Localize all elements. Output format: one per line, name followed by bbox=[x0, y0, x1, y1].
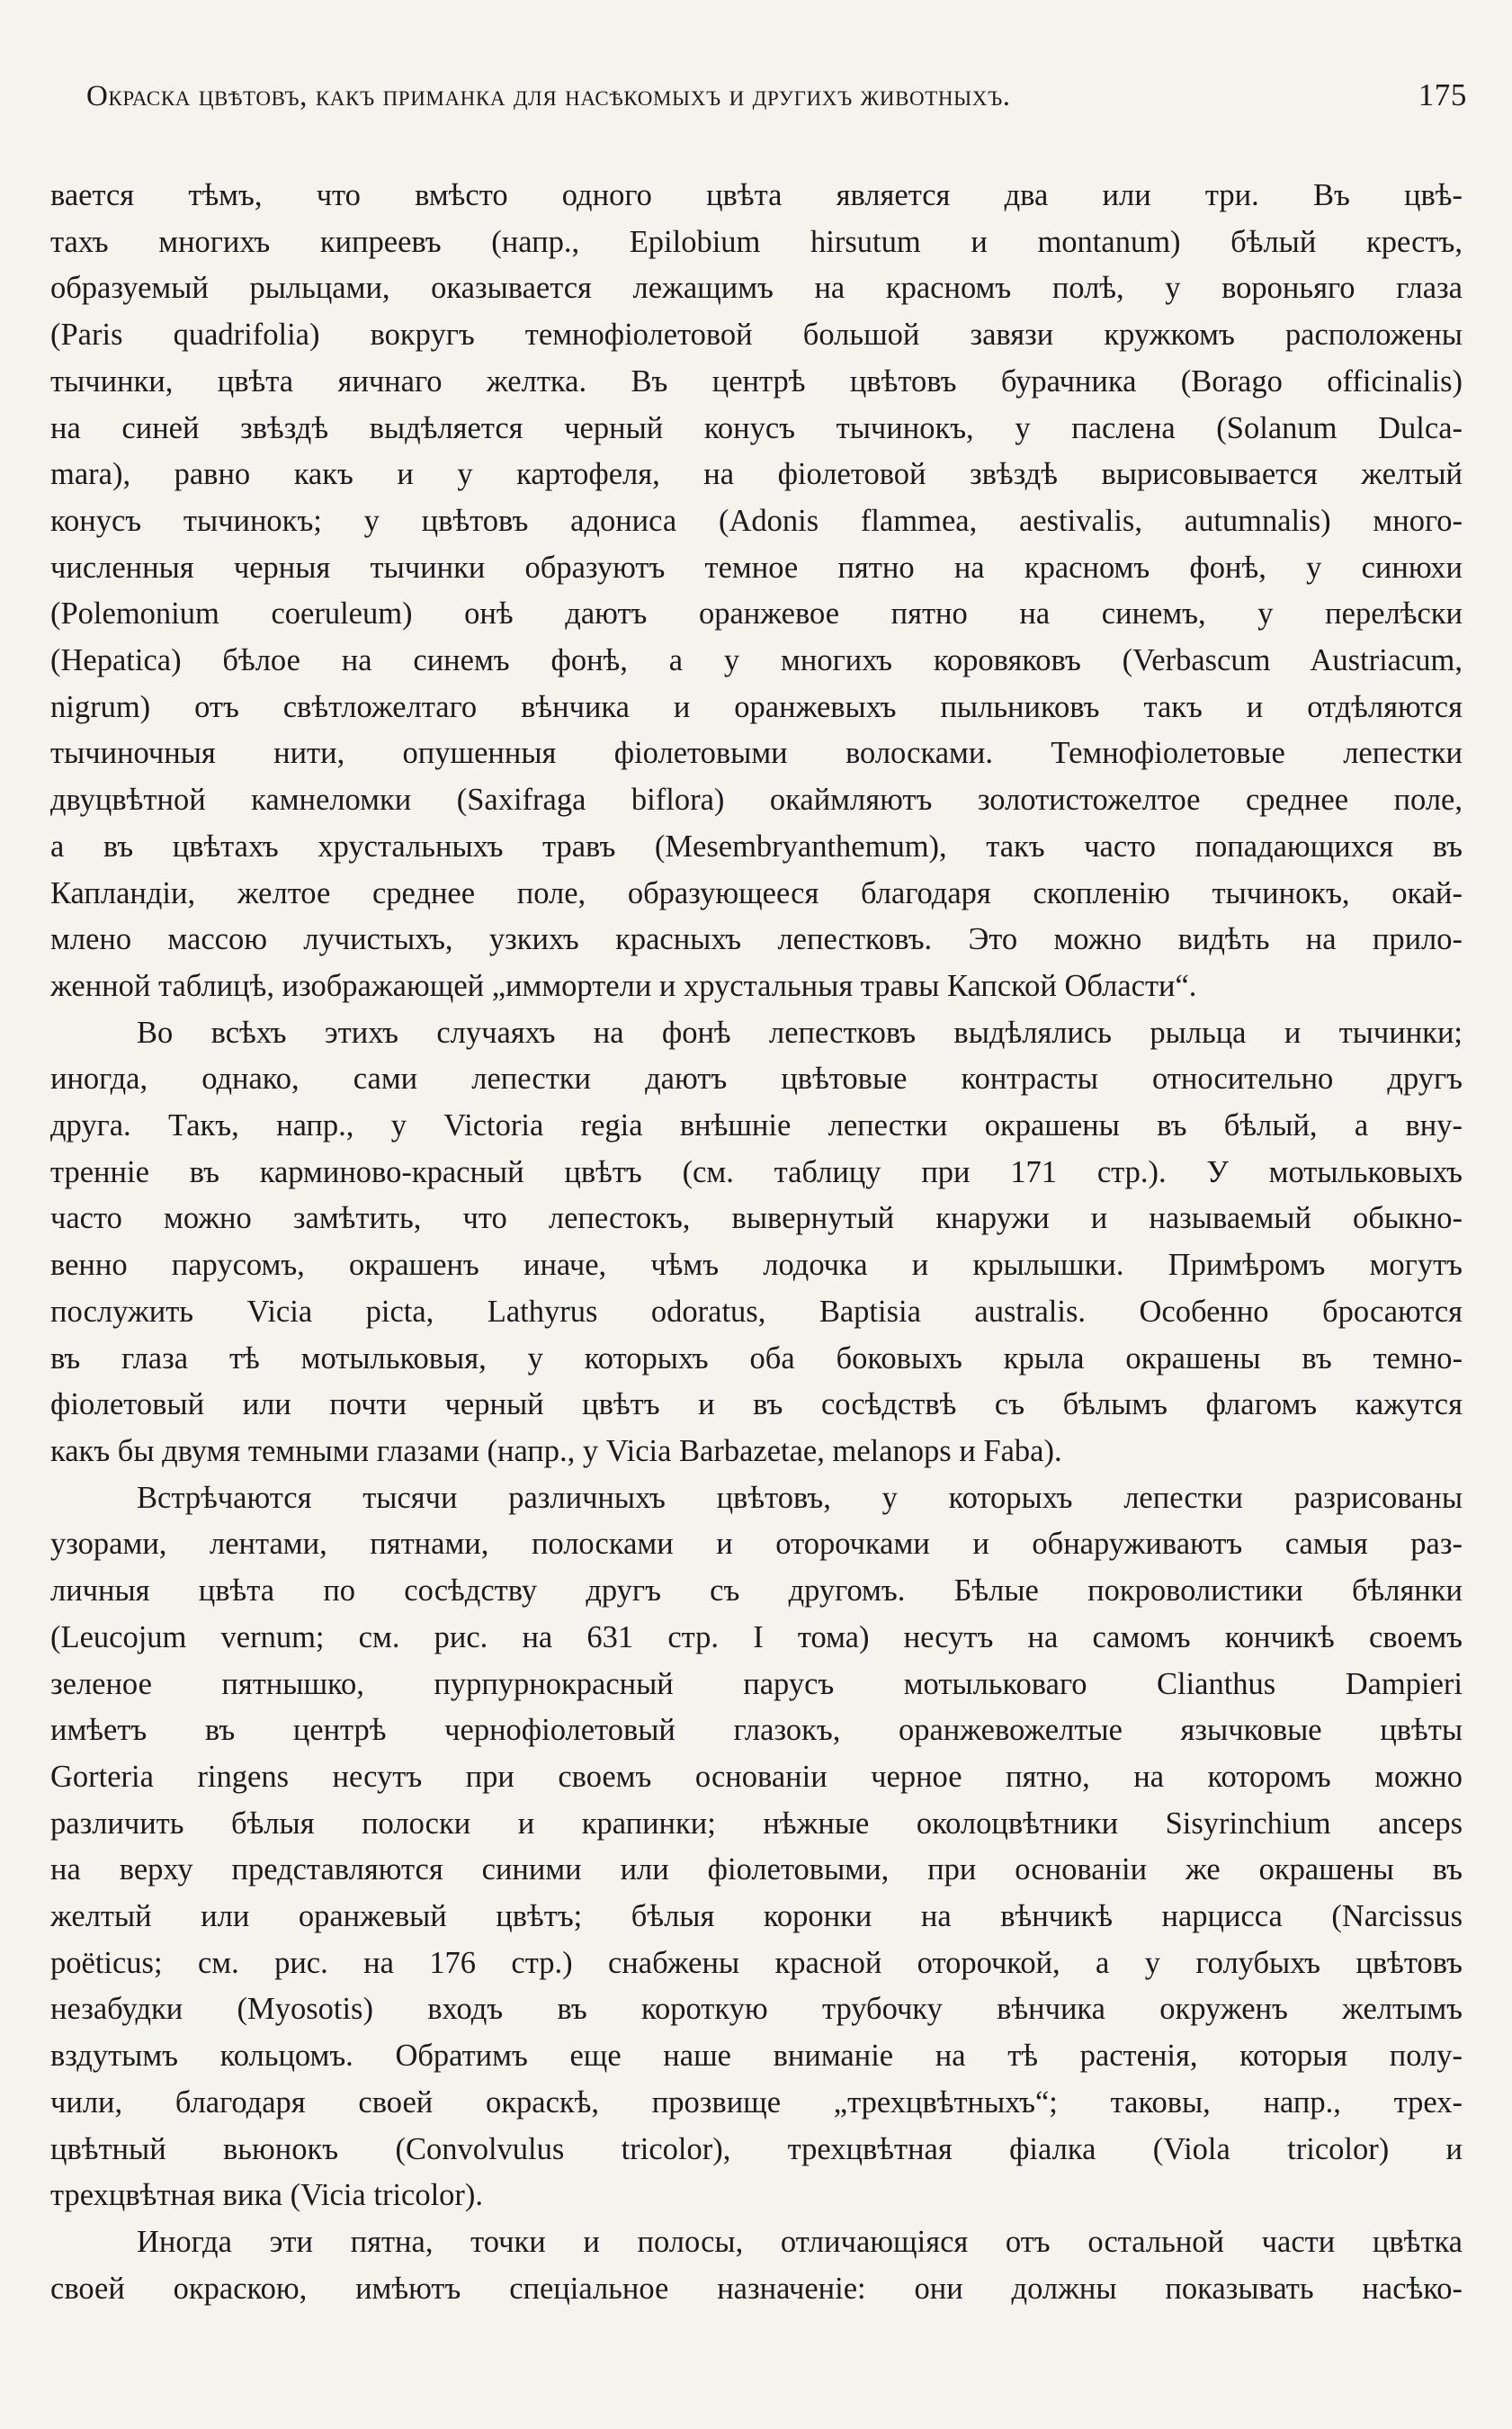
text-line: вается тѣмъ, что вмѣсто одного цвѣта является два или три. Въ цвѣ- bbox=[50, 178, 1463, 212]
text-line: на верху представляются синими или фіолетовыми, при основаніи же окрашены въ bbox=[50, 1852, 1463, 1887]
text-line: Встрѣчаются тысячи различныхъ цвѣтовъ, у которыхъ лепестки разрисованы bbox=[137, 1480, 1463, 1515]
text-line: двуцвѣтной камнеломки (Saxifraga biflora) окаймляютъ золотистожелтое среднее поле, bbox=[50, 783, 1463, 818]
text-line: своей окраскою, имѣютъ спеціальное назначеніе: они должны показывать насѣко- bbox=[50, 2271, 1463, 2306]
paragraph bbox=[50, 2219, 1463, 2312]
paragraph bbox=[50, 173, 1463, 1010]
text-line: (Leucojum vernum; см. рис. на 631 стр. I тома) несутъ на самомъ кончикѣ своемъ bbox=[50, 1619, 1463, 1654]
text-line: чили, благодаря своей окраскѣ, прозвище „трехцвѣтныхъ“; таковы, напр., трех- bbox=[50, 2084, 1463, 2120]
text-line: цвѣтный вьюнокъ (Convolvulus tricolor), трехцвѣтная фіалка (Viola tricolor) и bbox=[50, 2131, 1463, 2166]
body-text bbox=[50, 173, 1463, 2312]
text-line: зеленое пятнышко, пурпурнокрасный парусъ мотыльковаго Clianthus Dampieri bbox=[50, 1666, 1463, 1701]
text-line: mara), равно какъ и у картофеля, на фіолетовой звѣздѣ вырисовывается желтый bbox=[50, 457, 1463, 492]
text-line: Иногда эти пятна, точки и полосы, отличающіяся отъ остальной части цвѣтка bbox=[137, 2224, 1463, 2259]
text-line: poëticus; см. рис. на 176 стр.) снабжены красной оторочкой, а у голубыхъ цвѣтовъ bbox=[50, 1945, 1463, 1980]
text-line: тахъ многихъ кипреевъ (напр., Epilobium hirsutum и montanum) бѣлый крестъ, bbox=[50, 224, 1463, 259]
text-line: (Hepatica) бѣлое на синемъ фонѣ, а у многихъ коровяковъ (Verbascum Austriacum, bbox=[50, 643, 1463, 678]
text-line: вздутымъ кольцомъ. Обратимъ еще наше вниманіе на тѣ растенія, которыя полу- bbox=[50, 2039, 1463, 2074]
text-line: nigrum) отъ свѣтложелтаго вѣнчика и оранжевыхъ пыльниковъ такъ и отдѣляются bbox=[50, 689, 1463, 724]
page-number: 175 bbox=[1418, 77, 1467, 112]
text-line: друга. Такъ, напр., у Victoria regia внѣшніе лепестки окрашены въ бѣлый, а вну- bbox=[50, 1108, 1463, 1143]
text-line: (Paris quadrifolia) вокругъ темнофіолетовой большой завязи кружкомъ расположены bbox=[50, 318, 1463, 353]
text-line: образуемый рыльцами, оказывается лежащимъ на красномъ полѣ, у вороньяго глаза bbox=[50, 271, 1463, 306]
text-line: какъ бы двумя темными глазами (напр., у Vicia Barbazetae, melanops и Faba). bbox=[50, 1433, 1062, 1468]
text-line: часто можно замѣтить, что лепестокъ, вывернутый кнаружи и называемый обыкно- bbox=[50, 1201, 1463, 1236]
text-line: конусъ тычинокъ; у цвѣтовъ адониса (Adonis flammea, aestivalis, autumnalis) много- bbox=[50, 503, 1463, 538]
paragraph bbox=[50, 1475, 1463, 2219]
text-line: женной таблицѣ, изображающей „иммортели и хрустальныя травы Капской Области“. bbox=[50, 968, 1197, 1003]
text-line: тычинки, цвѣта яичнаго желтка. Въ центрѣ цвѣтовъ бурачника (Borago officinalis) bbox=[50, 363, 1463, 399]
text-line: послужить Vicia picta, Lathyrus odoratus, Baptisia australis. Особенно бросаются bbox=[50, 1294, 1463, 1329]
text-line: узорами, лентами, пятнами, полосками и оторочками и обнаруживаютъ самыя раз- bbox=[50, 1527, 1463, 1562]
text-line: незабудки (Myosotis) входъ въ короткую трубочку вѣнчика окруженъ желтымъ bbox=[50, 1992, 1463, 2027]
text-line: личныя цвѣта по сосѣдству другъ съ другомъ. Бѣлые покроволистики бѣлянки bbox=[50, 1573, 1463, 1609]
text-line: въ глаза тѣ мотыльковыя, у которыхъ оба боковыхъ крыла окрашены въ темно- bbox=[50, 1340, 1463, 1376]
text-line: на синей звѣздѣ выдѣляется черный конусъ тычинокъ, у паслена (Solanum Dulca- bbox=[50, 410, 1463, 445]
text-line: желтый или оранжевый цвѣтъ; бѣлыя коронки на вѣнчикѣ нарцисса (Narcissus bbox=[50, 1899, 1463, 1934]
text-line: тычиночныя нити, опушенныя фіолетовыми волосками. Темнофіолетовые лепестки bbox=[50, 736, 1463, 771]
text-line: трехцвѣтная вика (Vicia tricolor). bbox=[50, 2178, 484, 2213]
text-line: Gorteria ringens несутъ при своемъ основаніи черное пятно, на которомъ можно bbox=[50, 1759, 1463, 1794]
paragraph bbox=[50, 1010, 1463, 1475]
text-line: млено массою лучистыхъ, узкихъ красныхъ лепестковъ. Это можно видѣть на прило- bbox=[50, 922, 1463, 957]
text-line: имѣетъ въ центрѣ чернофіолетовый глазокъ, оранжевожелтые язычковые цвѣты bbox=[50, 1713, 1463, 1748]
text-line: различить бѣлыя полоски и крапинки; нѣжные околоцвѣтники Sisyrinchium anceps bbox=[50, 1806, 1463, 1841]
text-line: (Polemonium coeruleum) онѣ даютъ оранжевое пятно на синемъ, у перелѣски bbox=[50, 596, 1463, 632]
text-line: иногда, однако, сами лепестки даютъ цвѣтовые контрасты относительно другъ bbox=[50, 1062, 1463, 1097]
text-line: венно парусомъ, окрашенъ иначе, чѣмъ лодочка и крылышки. Примѣромъ могутъ bbox=[50, 1248, 1463, 1283]
text-line: тренніе въ карминово-красный цвѣтъ (см. таблицу при 171 стр.). У мотыльковыхъ bbox=[50, 1154, 1463, 1189]
text-line: Во всѣхъ этихъ случаяхъ на фонѣ лепестковъ выдѣлялись рыльца и тычинки; bbox=[137, 1015, 1463, 1050]
running-header bbox=[86, 77, 1467, 124]
text-line: численныя черныя тычинки образуютъ темное пятно на красномъ фонѣ, у синюхи bbox=[50, 550, 1463, 585]
text-line: фіолетовый или почти черный цвѣтъ и въ сосѣдствѣ съ бѣлымъ флагомъ кажутся bbox=[50, 1387, 1463, 1422]
text-line: Капландіи, желтое среднее поле, образующееся благодаря скопленію тычинокъ, окай- bbox=[50, 875, 1463, 910]
text-line: а въ цвѣтахъ хрустальныхъ травъ (Mesembryanthemum), такъ часто попадающихся въ bbox=[50, 829, 1463, 864]
running-title: Окраска цвѣтовъ, какъ приманка для насѣкомыхъ и другихъ животныхъ. bbox=[86, 80, 1011, 112]
